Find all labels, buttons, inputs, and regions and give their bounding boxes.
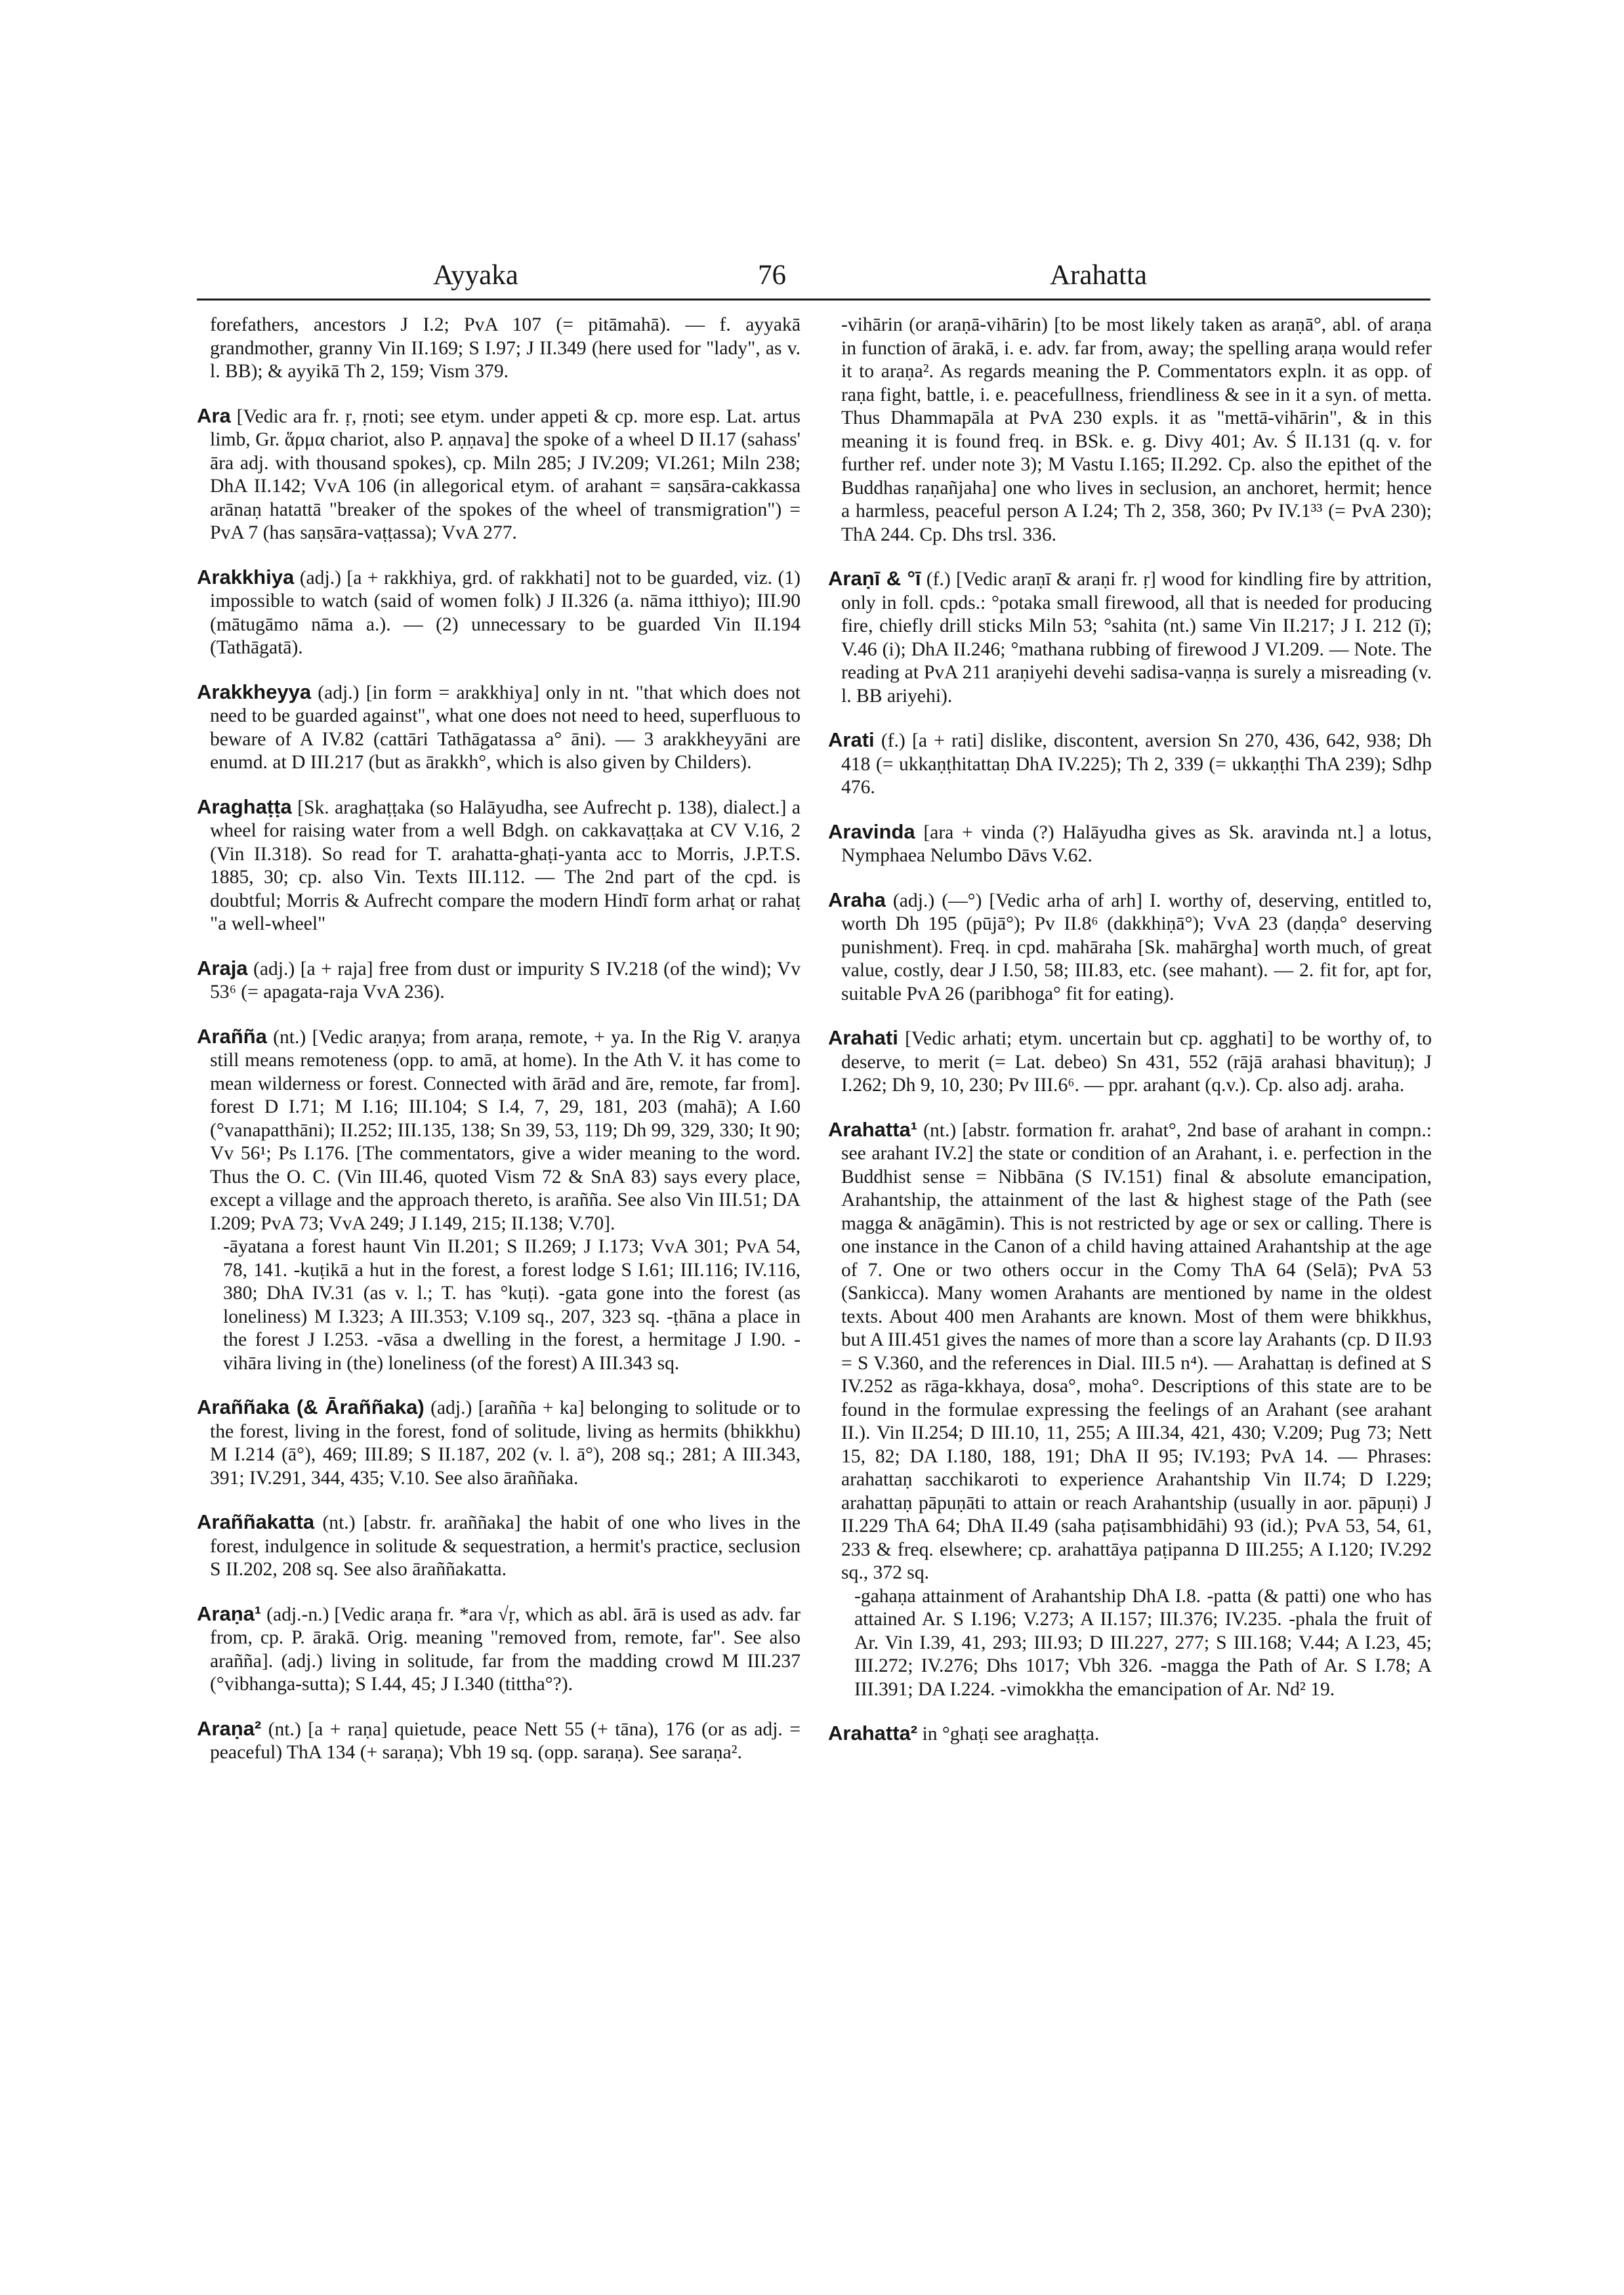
entry (197, 1024, 801, 1376)
entry-headword: Araha (828, 888, 886, 911)
entry-headword: Araja (197, 956, 248, 980)
entry-body: (nt.) [Vedic araṇya; from araṇa, remote, + ya. In the Rig V. araṇya still means remoteness (opp. to amā, at home). In the Ath V. it has come to mean wilderness or forest. Connected with ārād and āre, remote, far from]. forest D I.71; M I.16; III.104; S I.4, 7, 29, 181, 203 (mahā); A I.60 (°vanapatthāni); II.252; III.135, 138; Sn 39, 53, 119; Dh 99, 329, 330; It 90; Vv 56¹; Ps I.176. [The commentators, give a wider meaning to the word. Thus the O. C. (Vin III.46, quoted Vism 72 & SnA 83) says every place, except a village and the approach thereto, is arañña. See also Vin III.51; DA I.209; PvA 73; VvA 249; J I.149, 215; II.138; V.70]. (210, 1026, 801, 1234)
header-rule (197, 299, 1430, 300)
entry (828, 888, 1432, 1006)
entry-body: (nt.) [abstr. fr. araññaka] the habit of one who lives in the forest, indulgence in solitude & sequestration, a hermit's practice, seclusion S II.202, 208 sq. See also āraññakatta. (210, 1512, 801, 1580)
page-number: 76 (758, 260, 786, 291)
entry-body: (adj.) [arañña + ka] belonging to solitude or to the forest, living in the forest, fond of solitude, living as hermits (bhikkhu) M I.214 (ā°), 469; III.89; S II.187, 202 (v. l. ā°), 208 sq.; 281; A III.343, 391; IV.291, 344, 435; V.10. See also āraññaka. (210, 1397, 801, 1489)
right-guide-word: Arahatta (1050, 260, 1148, 291)
entry-body: [Sk. araghaṭṭaka (so Halāyudha, see Aufrecht p. 138), dialect.] a wheel for raising water from a well Bdgh. on cakkavaṭṭaka at CV V.16, 2 (Vin II.318). So read for T. arahatta-ghaṭi-yanta acc to Morris, J.P.T.S. 1885, 30; cp. also Vin. Texts III.112. — The 2nd part of the cpd. is doubtful; Morris & Aufrecht compare the modern Hindī form arhaṭ or rahaṭ "a well-wheel" (210, 796, 801, 934)
entry-headword: Araññaka (& Āraññaka) (197, 1396, 425, 1418)
entry-body: [ara + vinda (?) Halāyudha gives as Sk. aravinda nt.] a lotus, Nymphaea Nelumbo Dāvs V.62. (841, 821, 1432, 866)
entry (197, 1602, 801, 1697)
entry-headword: Arati (828, 728, 875, 751)
page-header (197, 259, 1430, 299)
entry-headword: Arahatta¹ (828, 1117, 918, 1141)
entry-headword: Araññakatta (197, 1510, 315, 1533)
entry-body: (adj.-n.) [Vedic araṇa fr. *ara √ṛ, which as abl. ārā is used as adv. far from, cp. P. ārakā. Orig. meaning "removed from, remote, far". See also arañña]. (adj.) living in solitude, far from the madding crowd M III.237 (°vibhanga-sutta); S I.44, 45; J I.340 (tittha°?). (210, 1603, 801, 1695)
entry-body: (nt.) [a + raṇa] quietude, peace Nett 55 (+ tāna), 176 (or as adj. = peaceful) ThA 134 (+ saraṇa); Vbh 19 sq. (opp. saraṇa). See saraṇa². (210, 1718, 801, 1763)
right-column (828, 314, 1432, 1766)
entry-headword: Aravinda (828, 819, 915, 843)
entry-body: (adj.) [a + raja] free from dust or impurity S IV.218 (of the wind); Vv 53⁶ (= apagata-raja VvA 236). (210, 958, 801, 1003)
entry-headword: Araṇa² (197, 1716, 262, 1740)
entry-body: (adj.) (—°) [Vedic arha of arh] I. worthy of, deserving, entitled to, worth Dh 195 (pūjā°); Pv II.8⁶ (dakkhiṇā°); VvA 23 (daṇḍa° deserving punishment). Freq. in cpd. mahāraha [Sk. mahārgha] worth much, of great value, costly, dear J I.50, 58; III.83, etc. (see mahant). — 2. fit for, apt for, suitable PvA 26 (paribhoga° fit for eating). (841, 890, 1432, 1004)
left-guide-word: Ayyaka (433, 260, 518, 291)
entry-body: forefathers, ancestors J I.2; PvA 107 (= pitāmahā). — f. ayyakā grandmother, granny Vin II.169; S I.97; J II.349 (here used for "lady", as v. l. BB); & ayyikā Th 2, 159; Vism 379. (210, 314, 801, 382)
entry-body: [Vedic arhati; etym. uncertain but cp. agghati] to be worthy of, to deserve, to merit (= Lat. debeo) Sn 431, 552 (rājā arahasi bhavituṇ); J I.262; Dh 9, 10, 230; Pv III.6⁶. — ppr. arahant (q.v.). Cp. also adj. araha. (841, 1028, 1432, 1096)
left-column (197, 314, 801, 1785)
entry-compounds: -āyatana a forest haunt Vin II.201; S II.269; J I.173; VvA 301; PvA 54, 78, 141. -kuṭikā a hut in the forest, a forest lodge S I.61; III.116; IV.116, 380; DhA IV.31 (as v. l.; T. has °kuṭi). -gata gone into the forest (as loneliness) M I.323; A III.353; V.109 sq., 207, 323 sq. -ṭhāna a place in the forest J I.253. -vāsa a dwelling in the forest, a hermitage J I.90. -vihāra living in (the) loneliness (of the forest) A III.343 sq. (223, 1236, 801, 1374)
entry-body: (nt.) [abstr. formation fr. arahat°, 2nd base of arahant in compn.: see arahant IV.2] the state or condition of an Arahant, i. e. perfection in the Buddhist sense = Nibbāna (S IV.151) final & absolute emancipation, Arahantship, the attainment of the last & highest stage of the Path (see magga & anāgāmin). This is not restricted by age or sex or calling. There is one instance in the Canon of a child having attained Arahantship at the age of 7. One or two others occur in the Comy ThA 64 (Selā); PvA 53 (Sankicca). Many women Arahants are mentioned by name in the oldest texts. About 400 men Arahants are known. Most of them were bhikkhus, but A III.451 gives the names of more than a score lay Arahants (cp. D II.93 = S V.360, and the references in Dial. III.5 n⁴). — Arahattaṇ is defined at S IV.252 as rāga-kkhaya, dosa°, moha°. Descriptions of this state are to be found in the formulae expressing the feelings of an Arahant (see arahant II.). Vin II.254; D III.10, 11, 255; A III.34, 421, 430; V.209; Pug 73; Nett 15, 82; DA I.180, 188, 191; DhA II 95; IV.193; PvA 14. — Phrases: arahattaṇ sacchikaroti to experience Arahantship Vin II.74; D I.229; arahattaṇ pāpuṇāti to attain or reach Arahantship (usually in aor. pāpuṇi) J II.229 ThA 64; DhA II.49 (saha paṭisambhidāhi) 93 (id.); PvA 53, 54, 61, 233 & freq. elsewhere; cp. arahattāya paṭipanna D III.255; A I.120; IV.292 sq., 372 sq. (841, 1119, 1432, 1583)
entry (828, 1117, 1432, 1702)
entry-body: (f.) [Vedic araṇī & araṇi fr. ṛ] wood for kindling fire by attrition, only in foll. cpds.: °potaka small firewood, all that is needed for producing fire, chiefly drill sticks Miln 53; °sahita (nt.) same Vin II.217; J I. 212 (ī); V.46 (i); DhA II.246; °mathana rubbing of firewood J VI.209. — Note. The reading at PvA 211 araṇiyehi devehi sadisa-vaṇṇa is surely a misreading (v. l. BB ariyehi). (841, 569, 1432, 707)
entry-body: (f.) [a + rati] dislike, discontent, aversion Sn 270, 436, 642, 938; Dh 418 (= ukkaṇṭhitattaṇ DhA IV.225); Th 2, 339 (= ukkaṇṭhi ThA 239); Sdhp 476. (841, 730, 1432, 798)
entry (828, 1025, 1432, 1098)
entry-body: (adj.) [in form = arakkhiya] only in nt. "that which does not need to be guarded against", what one does not need to heed, superfluous to beware of A IV.82 (cattāri Tathāgatassa a° āni). — 3 arakkheyyāni are enumd. at D III.217 (but as ārakkh°, which is also given by Childers). (210, 682, 801, 773)
entry-body: (adj.) [a + rakkhiya, grd. of rakkhati] not to be guarded, viz. (1) impossible to watch (said of women folk) J II.326 (a. nāma itthiyo); III.90 (mātugāmo nāma a.). — (2) unnecessary to be guarded Vin II.194 (Tathāgatā). (210, 567, 801, 658)
entry-compounds: -gahaṇa attainment of Arahantship DhA I.8. -patta (& patti) one who has attained Ar. S I.196; V.273; A II.157; III.376; IV.235. -phala the fruit of Ar. Vin I.39, 41, 293; III.93; D III.227, 277; S III.168; V.44; A I.23, 45; III.272; IV.276; Dhs 1017; Vbh 326. -magga the Path of Ar. S I.78; A III.391; DA I.224. -vimokkha the emancipation of Ar. Nd² 19. (854, 1585, 1432, 1700)
entry (197, 565, 801, 660)
entry (197, 680, 801, 775)
entry-headword: Araṇa¹ (197, 1602, 262, 1625)
entry-headword: Arakkhiya (197, 565, 295, 589)
entry-body: [Vedic ara fr. ṛ, ṛnoti; see etym. under appeti & cp. more esp. Lat. artus limb, Gr. ἅρμα chariot, also P. aṇṇava] the spoke of a wheel D II.17 (sahass' āra adj. with thousand spokes), cp. Miln 285; J IV.209; VI.261; Miln 238; DhA II.142; VvA 106 (in allegorical etym. of arahant = saṇsāra-cakkassa arānaṇ hatattā "breaker of the spokes of the wheel of transmigration") = PvA 7 (has saṇsāra-vaṭṭassa); VvA 277. (210, 405, 801, 543)
entry-headword: Arahatta² (828, 1722, 918, 1745)
entry (828, 566, 1432, 708)
entry-headword: Arañña (197, 1024, 267, 1048)
entry (197, 403, 801, 545)
entry (197, 956, 801, 1004)
entry-headword: Arakkheyya (197, 680, 312, 703)
entry-headword: Arahati (828, 1026, 898, 1049)
entry-headword: Ara (197, 403, 231, 427)
entry (828, 1721, 1432, 1747)
entry-body: -vihārin (or araṇā-vihārin) [to be most likely taken as araṇā°, abl. of araṇa in function of ārakā, i. e. adv. far from, away; the spelling araṇa would refer it to araṇa². As regards meaning the P. Commentators expln. it as opp. of raṇa fight, battle, i. e. peacefullness, friendliness & see in it a syn. of metta. Thus Dhammapāla at PvA 230 expls. it as "mettā-vihārin", & in this meaning it is found freq. in BSk. e. g. Divy 401; Av. Ś II.131 (q. v. for further ref. under note 3); M Vastu I.165; II.292. Cp. also the epithet of the Buddhas raṇañjaha] one who lives in seclusion, an anchoret, hermit; hence a harmless, peaceful person A I.24; Th 2, 358, 360; Pv IV.1³³ (= PvA 230); ThA 244. Cp. Dhs trsl. 336. (841, 314, 1432, 545)
entry (197, 1716, 801, 1765)
entry-headword: Araṇī & °ī (828, 567, 921, 590)
entry (197, 795, 801, 936)
entry (197, 1510, 801, 1582)
entry (828, 728, 1432, 800)
entry-body: in °ghaṭi see araghaṭṭa. (922, 1724, 1100, 1745)
entry-continued (197, 314, 801, 384)
entry-headword: Araghaṭṭa (197, 795, 292, 818)
entry (828, 819, 1432, 868)
entry-continued (828, 314, 1432, 547)
entry (197, 1395, 801, 1490)
